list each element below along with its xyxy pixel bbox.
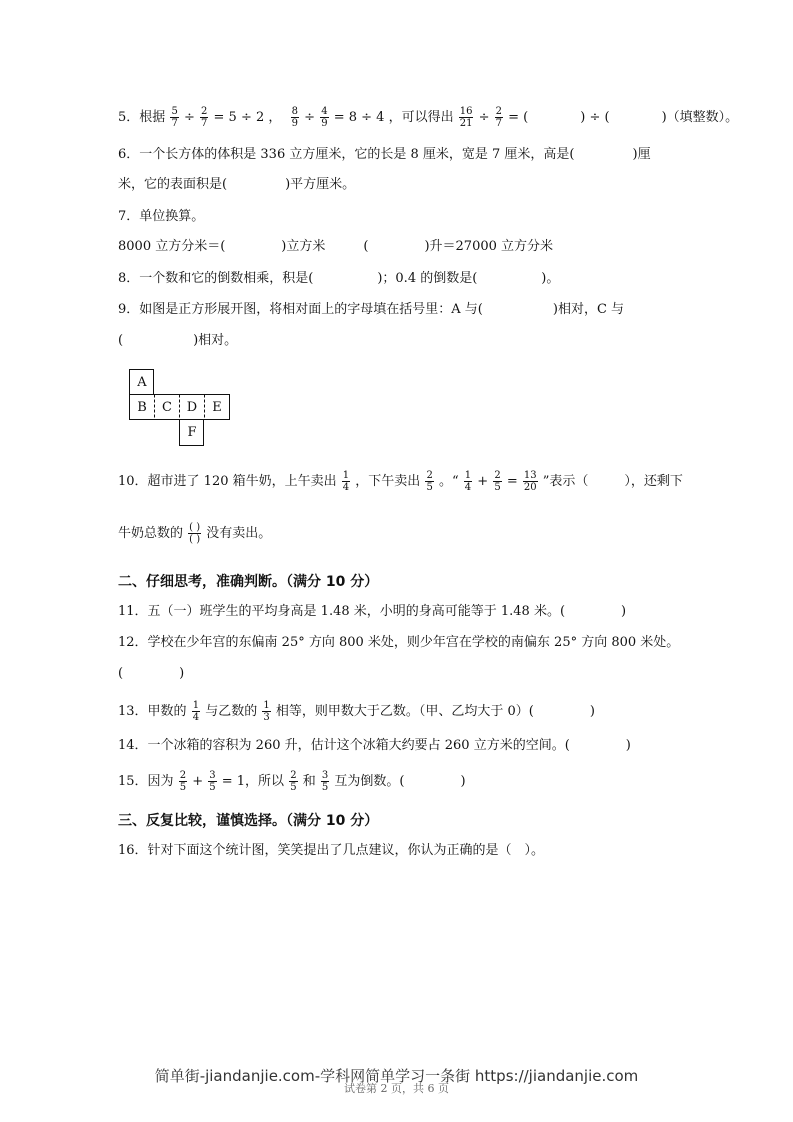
question-10-cont: 牛奶总数的 ( ) ( ) 没有卖出。	[118, 522, 272, 545]
section-3-heading: 三、反复比较，谨慎选择。（满分 10 分）	[118, 813, 379, 829]
watermark-footer: 简单街-jiandanjie.com-学科网简单学习一条街 https://jiandanjie.com	[154, 1067, 639, 1085]
fraction: $\frac{1}{3}$	[263, 700, 270, 723]
net-face-c: C	[162, 399, 172, 415]
question-13: 13．甲数的 $\frac{1}{4}$ 与乙数的 $\frac{1}{3}$ 相等，则甲数大于乙数。（甲、乙均大于 0）( )	[118, 700, 595, 723]
fraction: $\frac{2}{7}$	[495, 106, 503, 129]
question-7-title: 7．单位换算。	[118, 209, 205, 224]
question-6: 6．一个长方体的体积是 336 立方厘米，它的长是 8 厘米，宽是 7 厘米，高是( )厘	[118, 147, 651, 162]
fraction: $\frac{4}{9}$	[321, 106, 328, 129]
fraction: $\frac{1}{4}$	[342, 470, 350, 493]
fraction: $\frac{3}{5}$	[321, 770, 329, 793]
net-face-d: D	[186, 399, 198, 415]
fraction: $\frac{1}{4}$	[192, 700, 200, 723]
fraction: $\frac{5}{7}$	[171, 106, 178, 129]
net-face-a: A	[137, 374, 147, 390]
net-face-f: F	[187, 424, 197, 440]
question-7: 8000 立方分米＝( )立方米 ( )升＝27000 立方分米	[118, 239, 554, 254]
section-2-heading: 二、仔细思考，准确判断。（满分 10 分）	[118, 574, 379, 590]
question-9-cont: ( )相对。	[118, 333, 238, 348]
fraction: $\frac{2}{5}$	[426, 470, 433, 493]
fraction: $\frac{2}{5}$	[494, 470, 501, 493]
question-10: 10．超市进了 120 箱牛奶，上午卖出 $\frac{1}{4}$ ，下午卖出 $\frac{2}{5}$ 。“ $\frac{1}{4}$ + $\frac{2}{5}$ = $\frac{13}{20}$ ”表示（ ），还剩下	[118, 470, 683, 493]
question-15: 15．因为 $\frac{2}{5}$ + $\frac{3}{5}$ = 1，所以 $\frac{2}{5}$ 和 $\frac{3}{5}$ 互为倒数。( )	[118, 770, 466, 793]
fraction: $\frac{2}{5}$	[290, 770, 297, 793]
fraction: $\frac{2}{5}$	[179, 770, 187, 793]
question-8: 8．一个数和它的倒数相乘，积是( )；0.4 的倒数是( )。	[118, 271, 560, 286]
question-12-cont: ( )	[118, 666, 185, 681]
cube-net-diagram	[129, 369, 233, 447]
fraction-blank[interactable]: ( ) ( )	[189, 522, 201, 545]
question-12: 12．学校在少年宫的东偏南 25° 方向 800 米处，则少年宫在学校的南偏东 25° 方向 800 米处。	[118, 635, 680, 650]
question-14: 14．一个冰箱的容积为 260 升，估计这个冰箱大约要占 260 立方米的空间。( )	[118, 738, 631, 753]
question-6-cont: 米，它的表面积是( )平方厘米。	[118, 177, 356, 192]
page-number: 试卷第 2 页，共 6 页	[344, 1082, 449, 1095]
question-5: 5．根据 $\frac{5}{7}$ ÷ $\frac{2}{7}$ = 5 ÷ 2 ， $\frac{8}{9}$ ÷ $\frac{4}{9}$ = 8 ÷ 4 ，可以得出 $\frac{16}{21}$ ÷ $\frac{2}{7}$ = ( ) ÷ ( )（填整数）。	[118, 106, 739, 129]
question-11: 11．五（一）班学生的平均身高是 1.48 米，小明的身高可能等于 1.48 米。( )	[118, 604, 627, 619]
fraction: $\frac{8}{9}$	[291, 106, 299, 129]
question-9: 9．如图是正方形展开图，将相对面上的字母填在括号里：A 与( )相对，C 与	[118, 302, 625, 317]
fraction: $\frac{13}{20}$	[523, 470, 537, 493]
fraction: $\frac{1}{4}$	[464, 470, 472, 493]
fraction: $\frac{2}{7}$	[201, 106, 208, 129]
fraction: $\frac{16}{21}$	[459, 106, 473, 129]
net-face-e: E	[212, 399, 222, 415]
question-16: 16．针对下面这个统计图，笑笑提出了几点建议，你认为正确的是（ ）。	[118, 843, 545, 858]
fraction: $\frac{3}{5}$	[209, 770, 216, 793]
net-face-b: B	[137, 399, 147, 415]
